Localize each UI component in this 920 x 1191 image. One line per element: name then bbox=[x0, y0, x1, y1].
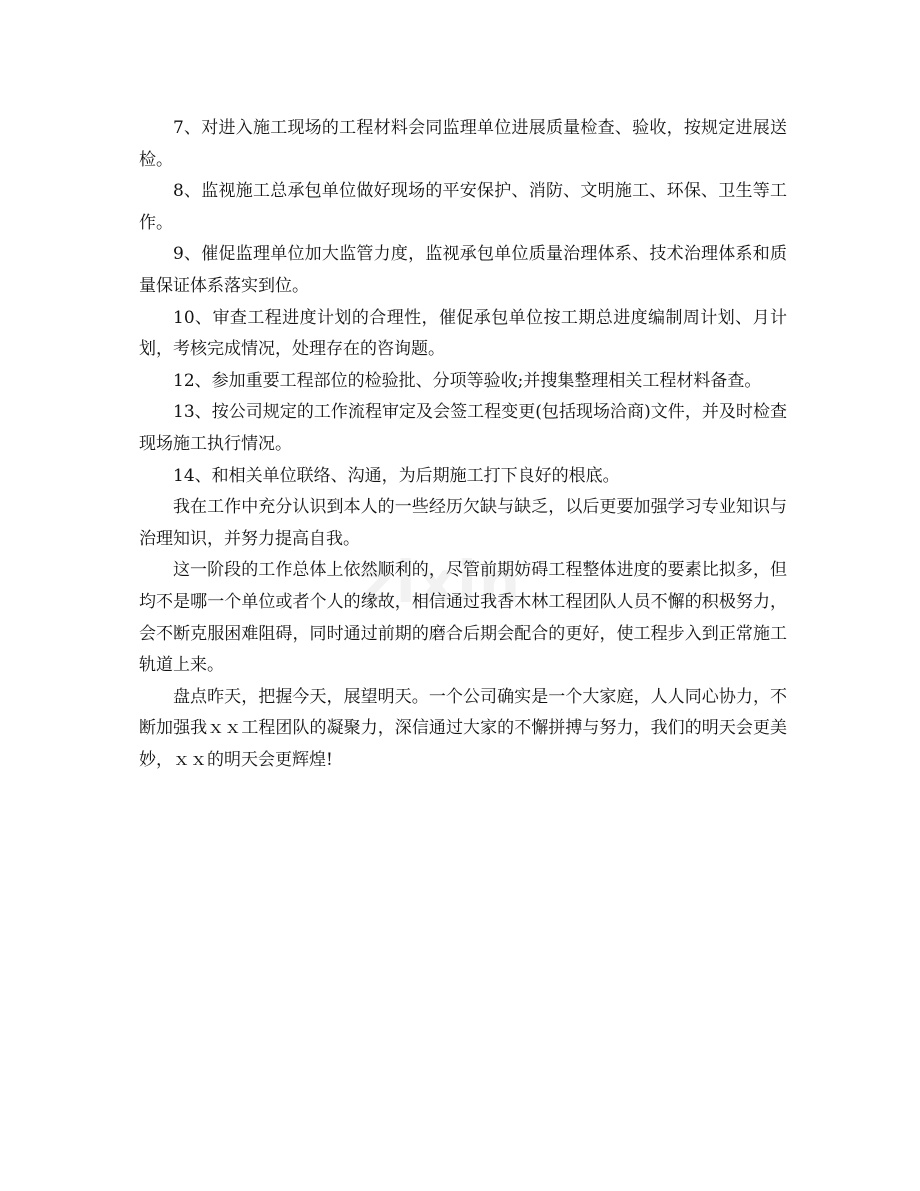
paragraph-stage-summary: 这一阶段的工作总体上依然顺利的，尽管前期妨碍工程整体进度的要素比拟多，但均不是哪一个单位或者个人的缘故，相信通过我香木林工程团队人员不懈的积极努力，会不断克服困难阻碍，同时通过前期的磨合后期会配合的更好，使工程步入到正常施工轨道上来。 bbox=[139, 560, 787, 676]
paragraph-item-7: 7、对进入施工现场的工程材料会同监理单位进展质量检查、验收，按规定进展送检。 bbox=[139, 118, 787, 170]
document-body bbox=[139, 113, 787, 776]
paragraph-item-9: 9、催促监理单位加大监管力度，监视承包单位质量治理体系、技术治理体系和质量保证体系落实到位。 bbox=[139, 244, 787, 296]
paragraph-item-8: 8、监视施工总承包单位做好现场的平安保护、消防、文明施工、环保、卫生等工作。 bbox=[139, 181, 787, 233]
paragraph-item-13: 13、按公司规定的工作流程审定及会签工程变更(包括现场洽商)文件，并及时检查现场施工执行情况。 bbox=[139, 402, 787, 454]
paragraph-self-reflection: 我在工作中充分认识到本人的一些经历欠缺与缺乏，以后更要加强学习专业知识与治理知识，并努力提高自我。 bbox=[139, 497, 787, 549]
watermark: zixin bbox=[360, 548, 523, 616]
paragraph-item-12: 12、参加重要工程部位的检验批、分项等验收;并搜集整理相关工程材料备查。 bbox=[173, 370, 762, 391]
paragraph-item-10: 10、审查工程进度计划的合理性，催促承包单位按工期总进度编制周计划、月计划，考核完成情况，处理存在的咨询题。 bbox=[139, 307, 787, 360]
paragraph-outlook: 盘点昨天，把握今天，展望明天。一个公司确实是一个大家庭，人人同心协力，不断加强我ｘｘ工程团队的凝聚力，深信通过大家的不懈拼搏与努力，我们的明天会更美妙，ｘｘ的明天会更辉煌! bbox=[139, 686, 787, 770]
paragraph-item-14: 14、和相关单位联络、沟通，为后期施工打下良好的根底。 bbox=[173, 465, 620, 486]
